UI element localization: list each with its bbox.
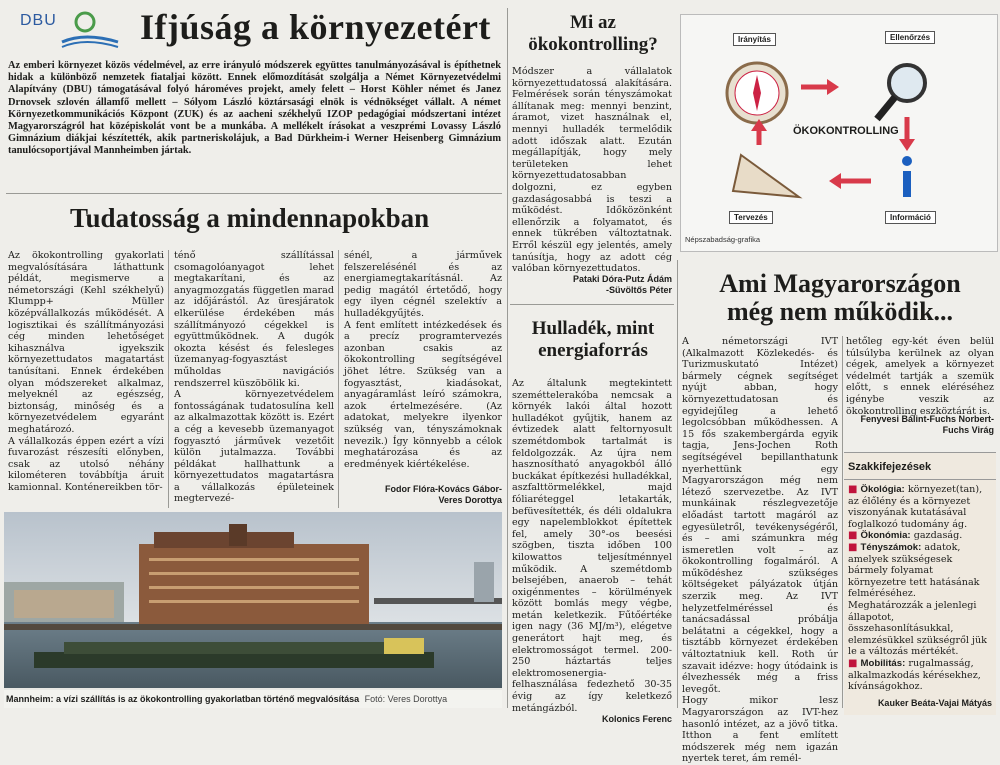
glossary-def: gazdaság. [913, 530, 963, 542]
glossary-title: Szakkifejezések [844, 453, 996, 480]
article-tudatossag-col3: sénél, a járművek felszerelésénél és az energiamegtakarításnál. Az pedig magától értetődő, hogy egy ilyen cégnél szelektív a hulladékgyűjtés. A fent említett intézkedések és a precíz programtervezés azonban csakis az ökokontrolling segítségével jöhet létre. Szükség van a fogyasztást, kiadásokat, anyagáramlást leíró számokra, azok értelmezésére. (Az adatokat, melyekre ilyenkor szükség van, tényszámoknak nevezik.) Így könnyebb a célok meghatározása és az eredmények kiértékelése. [344, 250, 502, 470]
graphic-node-ellenorzes: Ellenőrzés [885, 31, 935, 44]
article-mi-az-byline: Pataki Dóra-Putz Ádám -Süvöltős Péter [572, 274, 672, 295]
article-ami-byline: Fenyvesi Bálint-Fuchs Norbert- Fuchs Virág [860, 414, 994, 435]
glossary-term: Ökológia: [860, 484, 905, 495]
glossary-term: Ökonómia: [860, 530, 911, 542]
glossary-item: ■ Ökológia: környezet(tan), az élőlény és a környezet viszonyának kutatásával foglalkozó tudomány ág. [848, 484, 983, 530]
dbu-logo [20, 8, 120, 48]
glossary-term: Tényszámok: [860, 541, 922, 553]
article-hulladek-byline: Kolonics Ferenc [601, 714, 672, 724]
divider-main [507, 8, 508, 708]
photo-scene [4, 512, 502, 708]
article-tudatossag-headline: Tudatosság a mindennapokban [70, 203, 430, 233]
lead-paragraph: Az emberi környezet közös védelmével, az erre irányuló módszerek együttes tanulmányozásával is építhetnek hidak a különböző nemzetek fiataljai között. Ennek előmozdítását szolgálja a Német Környezetvédelmi Alapítvány (DBU) támogatásával folyó hároméves projekt, amely felett – Horst Köhler német és Janez Drnovsek szlovén államfő mellett – Sólyom László köztársasági elnök is védnökséget vállalt. A német Környezetkommunikációs Központ (ZUK) és az aacheni székhelyű IZOP pedagógiai módszertani intézet Magyarországról hat középiskolát vont be a munkába. A mellékelt írásokat a veszprémi Lovassy László Gimnázium diákjai készítették, akik partneriskolájuk, a Bad Dürkheim-i Werner Heisenberg Gimnázium tanulócsoportjával Mannheimben jártak. [8, 60, 501, 157]
article-tudatossag-col1: Az ökokontrolling gyakorlati megvalósítására láthattunk példát, megismerve a németországi (Kehl székhelyű) Klumpp+ Müller középvállalkozás működését. A logisztikai és szállítmányozási cég minden lehetőséget kihasználva igyekszik környezettudatos magatartást tanúsítani. Ennek érdekében olyan módszereket alkalmaz, melyeknél az egészség, biztonság, minőség és a környezetvédelem egyaránt meghatározó. A vállalkozás éppen ezért a vízi fuvarozást részesíti előnyben, csak az utolsó néhány kilométeren továbbítja áruit kamionnal. Konténereikben tör- [8, 250, 164, 493]
glossary-list [844, 480, 996, 693]
dbu-logo-icon [60, 8, 120, 48]
article-mi-az-headline: Mi az ökokontrolling? [528, 12, 658, 55]
glossary-def: adatok, amelyek szükségesek bármely folyamat környezetre tett hatásának felméréséhez. Meghatározzák a jelenlegi állapotot, összehasonlításukkal, elemzésükkel szükségről jük le a változás mértékét. [848, 541, 987, 658]
divider-mi-az [510, 304, 674, 305]
ecocontrolling-graphic [680, 14, 998, 252]
glossary-term: Mobilitás: [860, 657, 906, 669]
glossary-def: rugalmasság, alkalmazkodás kérésekhez, kívánságokhoz. [848, 657, 981, 693]
photo-caption: Mannheim: a vízi szállítás is az ökokontrolling gyakorlatban történő megvalósítása [6, 694, 360, 704]
graphic-node-tervezes: Tervezés [729, 211, 773, 224]
photo-mannheim [4, 512, 502, 708]
article-hulladek-headline: Hulladék, mint energiaforrás [531, 318, 655, 361]
dbu-logo-text: DBU [20, 12, 57, 29]
photo-credit: Fotó: Veres Dorottya [364, 694, 448, 704]
article-ami-col2: hetőleg egy-két éven belül túlsúlyba kerülnek az olyan cégek, amelyek a környezet védelmét tartják a szemük előtt, s ennek eléréséhez igénybe veszik az ökokontrolling eszköztárát is. [846, 336, 994, 417]
divider-lead [6, 193, 502, 194]
page-title: Ifjúság a környezetért [140, 7, 491, 47]
glossary-box [844, 452, 996, 715]
article-mi-az-body: Módszer a vállalatok környezettudatossá alakítására. Felmérések során tényszámokat állítanak meg: mennyi benzint, áramot, vizet használnak el, mennyi hulladék termelődik adott időszak alatt. Ezután megállapítják, hogy mely területeken lehet környezettudatosabban dolgozni, ez egyben gazdaságosabbá is teszi a működést. Időközönként ellenőrzik a folyamatot, és ennek tükrében változtatnak. Erről készül egy jelentés, amely tanúsítja, hogy az adott cég valóban környezettudatos. [512, 66, 672, 275]
article-tudatossag-col2: ténő szállítással csomagolóanyagot lehet megtakarítani, és az anyagmozgatás független marad az időjárástól. Az üresjáratok elkerülése érdekében más szállítmányozó cégekkel is együttműködnek. A dugók okozta késést és felesleges üzemanyag-fogyasztást műholdas navigációs rendszerrel küszöbölik ki. A környezetvédelem fontosságának tudatosulína kell az alkalmazottak között is. Ezért a cég a kevesebb üzemanyagot fogyasztó járművek vezetőit külön jutalmazza. További példákat hallhattunk a környezettudatos magatartásra a vállalkozás épületeinek megtervezé- [174, 250, 334, 505]
glossary-item: ■ Tényszámok: adatok, amelyek szükségesek bármely folyamat környezetre tett hatásának felméréséhez. Meghatározzák a jelenlegi állapotot, összehasonlításukkal, elemzésükkel szükségről jük le a változás mértékét. [848, 541, 987, 658]
article-ami-col1: A németországi IVT (Alkalmazott Közlekedés- és Turizmuskutató Intézet) bármely cégnek segítséget nyújt abban, hogy környezettudatosan és egyidejűleg a lehető legolcsóbban működhessen. A 15 fős szakembergárda egyik tagja, Jens-Jochen Roth segítségével bepillanthatunk nyerhettünk egy Magyarországon még nem létező szervezetbe. Az IVT munkáinak részlegvezetője előadást tartott magáról az egyesületről, tevékenységéről, és – ami számunkra még ismeretlen volt – az ökokontrolling fogalmáról. A működéshez szükséges költségeket pályázatok útján szerzik meg. Az IVT helyzetfelméréssel és tanácsadással próbálja belátatni a cégekkel, hogy a tisztább környezet érdekében változtatniuk kell. Roth úr szavait idézve: hogy útódaink is élvezhessék még a friss levegőt. Hogy mikor lesz Magyarországon az IVT-hez hasonló intézet, az a jövő titka. Itthon a fent említett módszerek még nem igazán nyertek teret, ám remél- [682, 336, 838, 765]
divider-ami [842, 336, 843, 708]
glossary-item: ■ Ökonómia: gazdaság. [848, 530, 963, 542]
article-ami-headline: Ami Magyarországon még nem működik... [719, 269, 961, 326]
glossary-item: ■ Mobilitás: rugalmasság, alkalmazkodás kérésekhez, kívánságokhoz. [848, 657, 981, 693]
graphic-node-iranyitas: Irányítás [733, 33, 776, 46]
divider-col-1 [168, 250, 169, 508]
graphic-credit: Népszabadság-grafika [685, 235, 761, 244]
divider-col-2 [338, 250, 339, 508]
divider-right [677, 260, 678, 708]
article-tudatossag-byline: Fodor Flóra-Kovács Gábor- Veres Dorottya [384, 484, 502, 505]
glossary-def: környezet(tan), az élőlény és a környezet viszonyának kutatásával foglalkozó tudomány ág. [848, 484, 983, 530]
graphic-node-informacio: Információ [885, 211, 936, 224]
photo-caption-bar [4, 690, 502, 708]
graphic-center-label: ÖKOKONTROLLING [793, 125, 899, 137]
article-hulladek-body: Az általunk megtekintett szeméttelerakóba nemcsak a környék lakói által hozott hulladékot gyűjtik, hanem az évtizedek alatt feltornyosult szemétdombok tartalmát is feldolgozzák. Az újra nem hasznosítható anyagokból álló buckákat építkezési hulladékkal, aszfalttörmelékkel, majd fóliaréteggel letakarták, befüvesítették, és déli oldalukra egy napelemblokkot építettek fel, amely 30°-os beesési szögben, tiszta időben 100 kilowattos teljesítménnyel működik. A szemétdomb belsejében, anaerob – tehát oxigénmentes – körülmények között bomlás megy végbe, metán keletkezik. Fűtőértéke igen nagy (36 MJ/m³), elégetve generátort hajt meg, és elektromosságot termel. 200-250 háztartás teljes elektromosenergia-felhasználása fedezhető 30-35 évig az így keletkező metángázból. [512, 378, 672, 714]
glossary-byline: Kauker Beáta-Vajai Mátyás [877, 698, 992, 708]
